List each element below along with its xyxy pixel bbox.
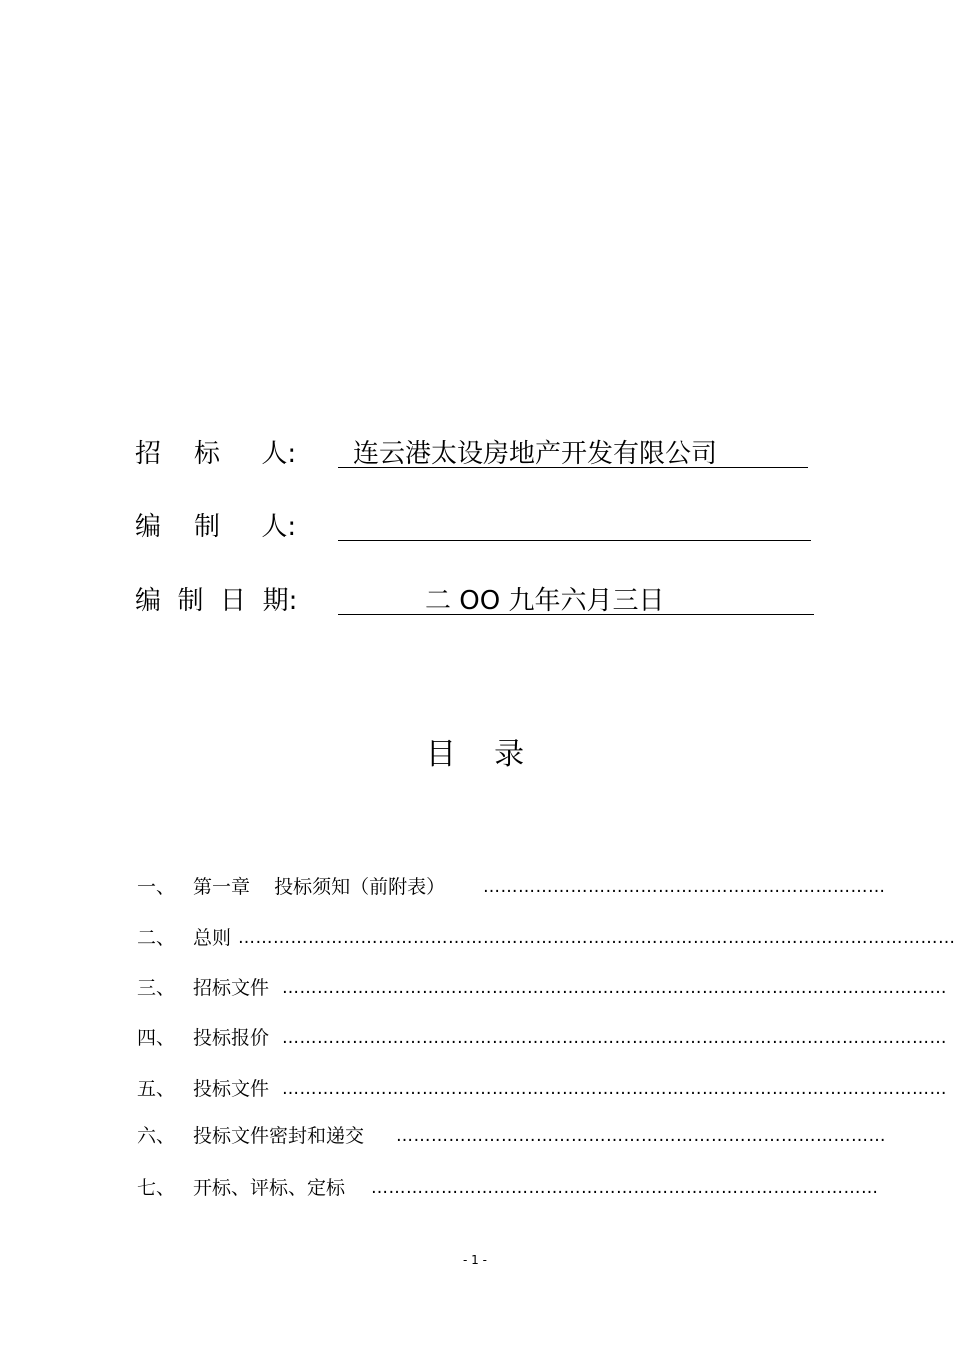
toc-dot-leader: …………………………………………………………………………………………………… bbox=[282, 1079, 947, 1099]
toc-dot-leader: …………………………………………………………………………………………………… bbox=[282, 1028, 947, 1048]
toc-dot-leader: …………………………………………………………………………………………………… bbox=[282, 978, 947, 998]
bidder-row bbox=[135, 436, 815, 472]
toc-item-label: 开标、评标、定标 bbox=[193, 1177, 346, 1199]
compiler-label: 编 制 人: bbox=[135, 512, 297, 542]
date-label: 编 制 日 期: bbox=[135, 586, 298, 616]
toc-dot-leader: ………………………………………………………………………… bbox=[396, 1126, 886, 1146]
bidder-value: 连云港太设房地产开发有限公司 bbox=[353, 439, 718, 469]
toc-item-number: 三、 bbox=[137, 977, 176, 999]
toc-item-number: 一、 bbox=[137, 876, 176, 898]
toc-dot-leader: …………………………………………………………………………… bbox=[371, 1178, 879, 1198]
toc-item-label: 投标报价 bbox=[193, 1027, 270, 1049]
toc-item-label: 总则 bbox=[193, 927, 232, 949]
toc-item-label: 投标文件密封和递交 bbox=[193, 1125, 365, 1147]
toc-title: 目 录 bbox=[425, 737, 525, 772]
toc-dot-leader: …………………………………………………………………………………………………………… bbox=[238, 928, 956, 948]
date-value: 二 OO 九年六月三日 bbox=[425, 586, 665, 616]
toc-item-number: 七、 bbox=[137, 1177, 176, 1199]
date-row bbox=[135, 583, 815, 619]
page-number: - 1 - bbox=[463, 1253, 487, 1267]
toc-item-number: 六、 bbox=[137, 1125, 176, 1147]
toc-item-number: 五、 bbox=[137, 1078, 176, 1100]
bidder-label: 招 标 人: bbox=[135, 439, 297, 469]
toc-item-number: 四、 bbox=[137, 1027, 176, 1049]
compiler-row bbox=[135, 509, 815, 545]
toc-item-label: 投标文件 bbox=[193, 1078, 270, 1100]
toc-item-number: 二、 bbox=[137, 927, 176, 949]
toc-item-label: 第一章 投标须知（前附表） bbox=[193, 876, 446, 898]
toc-item-label: 招标文件 bbox=[193, 977, 270, 999]
compiler-underline bbox=[338, 540, 811, 541]
toc-dot-leader: …………………………………………………………… bbox=[483, 877, 886, 897]
